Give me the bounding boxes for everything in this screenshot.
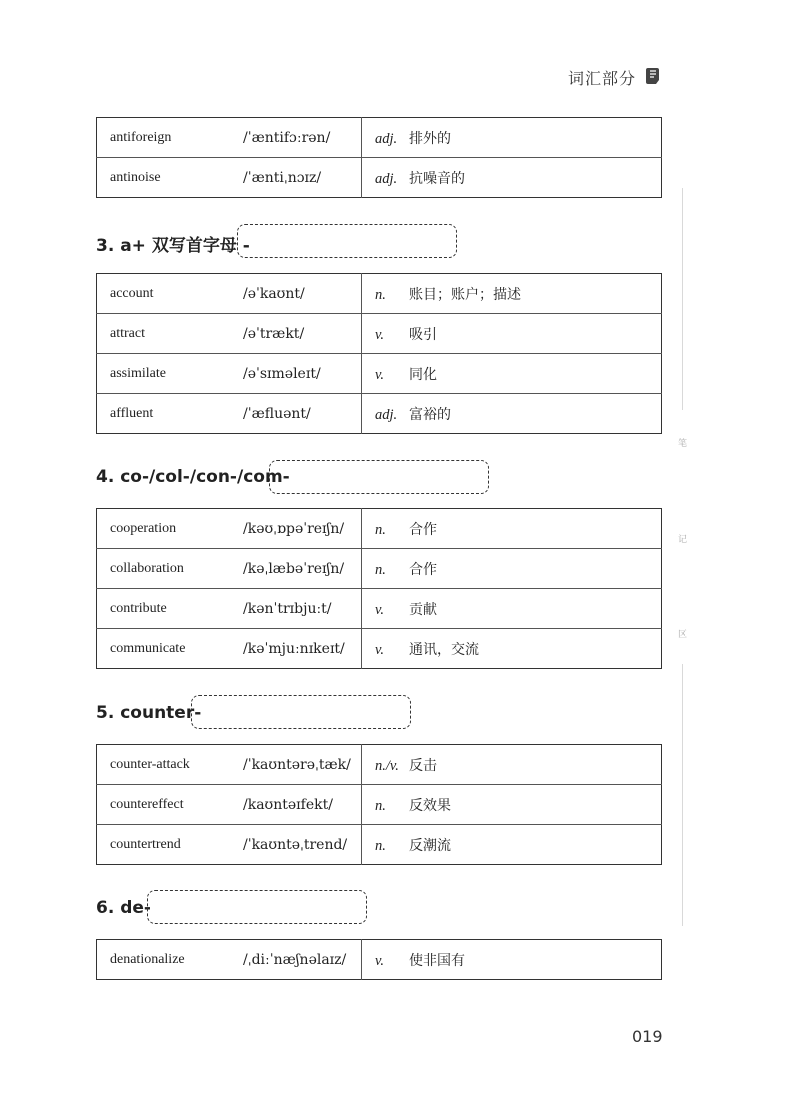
word: affluent — [97, 394, 244, 434]
note-blank-a[interactable] — [237, 224, 457, 258]
table-row — [97, 589, 662, 629]
definition — [362, 394, 662, 434]
section-heading-co: 4. co-/col-/con-/com- — [96, 467, 290, 487]
word: account — [110, 285, 154, 301]
meaning: 使非国有 — [409, 952, 465, 969]
table-row — [97, 629, 662, 669]
meaning: 富裕的 — [409, 406, 451, 423]
word: counter-attack — [110, 756, 190, 772]
vocab-table-de — [96, 939, 662, 980]
part-of-speech: n./v. — [375, 757, 399, 774]
word: assimilate — [97, 354, 244, 394]
definition — [362, 549, 662, 589]
definition — [362, 825, 662, 865]
meaning: 抗噪音的 — [409, 170, 465, 187]
definition — [362, 158, 662, 198]
sidebar-label-2: 记 — [678, 535, 688, 545]
vocab-table-anti — [96, 117, 662, 198]
definition — [362, 629, 662, 669]
definition — [362, 745, 662, 785]
meaning: 贡献 — [409, 601, 437, 618]
part-of-speech: adj. — [375, 406, 398, 423]
table-row — [97, 825, 662, 865]
vocab-table-co — [96, 508, 662, 669]
table-row — [97, 314, 662, 354]
phonetic: /kəˌlæbəˈreɪʃn/ — [243, 549, 362, 589]
word: denationalize — [110, 951, 185, 967]
page-header-title: 词汇部分 — [568, 69, 637, 88]
phonetic: /ˈkaʊntəˌtrend/ — [243, 825, 362, 865]
phonetic: /əˈsɪməleɪt/ — [243, 354, 362, 394]
note-blank-co[interactable] — [269, 460, 489, 494]
table-row — [97, 274, 662, 314]
part-of-speech: v. — [375, 952, 384, 969]
bookmark-icon — [645, 66, 661, 86]
table-row — [97, 549, 662, 589]
word: collaboration — [97, 549, 244, 589]
part-of-speech: n. — [375, 521, 386, 538]
word: cooperation — [110, 520, 177, 536]
table-row — [97, 158, 662, 198]
definition — [362, 785, 662, 825]
meaning: 合作 — [409, 561, 437, 578]
definition — [362, 509, 662, 549]
meaning: 吸引 — [409, 326, 437, 343]
section-heading-de: 6. de- — [96, 898, 151, 918]
definition — [362, 940, 662, 980]
part-of-speech: adj. — [375, 130, 398, 147]
word: communicate — [97, 629, 244, 669]
note-blank-de[interactable] — [147, 890, 367, 924]
phonetic: /əˈkaʊnt/ — [243, 285, 305, 302]
meaning: 合作 — [409, 521, 437, 538]
phonetic: /ˈæntiˌnɔɪz/ — [243, 158, 362, 198]
sidebar-label-3: 区 — [678, 630, 688, 640]
phonetic: /kənˈtrɪbjuːt/ — [243, 589, 362, 629]
meaning: 反潮流 — [409, 837, 451, 854]
sidebar-divider-top — [682, 188, 683, 410]
part-of-speech: n. — [375, 286, 386, 303]
meaning: 反效果 — [409, 797, 451, 814]
meaning: 同化 — [409, 366, 437, 383]
part-of-speech: adj. — [375, 170, 398, 187]
table-row — [97, 940, 662, 980]
phonetic: /ˈæntifɔːrən/ — [243, 129, 331, 146]
word: antiforeign — [110, 129, 172, 145]
part-of-speech: v. — [375, 326, 384, 343]
part-of-speech: v. — [375, 641, 384, 658]
definition — [362, 274, 662, 314]
meaning: 排外的 — [409, 130, 451, 147]
meaning: 账目；账户；描述 — [409, 286, 521, 303]
word: attract — [97, 314, 244, 354]
phonetic: /ˈæfluənt/ — [243, 394, 362, 434]
word: countereffect — [97, 785, 244, 825]
note-blank-counter[interactable] — [191, 695, 411, 729]
table-row — [97, 509, 662, 549]
table-row — [97, 394, 662, 434]
table-row — [97, 118, 662, 158]
phonetic: /ˈkaʊntərəˌtæk/ — [243, 756, 351, 773]
phonetic: /ˌdiːˈnæʃnəlaɪz/ — [243, 951, 347, 968]
definition — [362, 589, 662, 629]
part-of-speech: n. — [375, 797, 386, 814]
part-of-speech: n. — [375, 561, 386, 578]
definition — [362, 118, 662, 158]
phonetic: /kəʊˌɒpəˈreɪʃn/ — [243, 520, 345, 537]
word: contribute — [97, 589, 244, 629]
meaning: 通讯，交流 — [409, 641, 479, 658]
phonetic: /kaʊntəɪfekt/ — [243, 785, 362, 825]
sidebar-label-1: 笔 — [678, 439, 688, 449]
table-row — [97, 745, 662, 785]
part-of-speech: v. — [375, 601, 384, 618]
vocab-table-a — [96, 273, 662, 434]
word: countertrend — [97, 825, 244, 865]
page-number: 019 — [632, 1027, 663, 1046]
table-row — [97, 785, 662, 825]
section-heading-counter: 5. counter- — [96, 703, 202, 723]
table-row — [97, 354, 662, 394]
definition — [362, 314, 662, 354]
phonetic: /əˈtrækt/ — [243, 314, 362, 354]
part-of-speech: v. — [375, 366, 384, 383]
meaning: 反击 — [409, 757, 437, 774]
sidebar-divider-bottom — [682, 664, 683, 926]
definition — [362, 354, 662, 394]
part-of-speech: n. — [375, 837, 386, 854]
vocab-table-counter — [96, 744, 662, 865]
word: antinoise — [97, 158, 244, 198]
phonetic: /kəˈmjuːnɪkeɪt/ — [243, 629, 362, 669]
section-heading-a: 3. a+ 双写首字母 - — [96, 236, 250, 256]
